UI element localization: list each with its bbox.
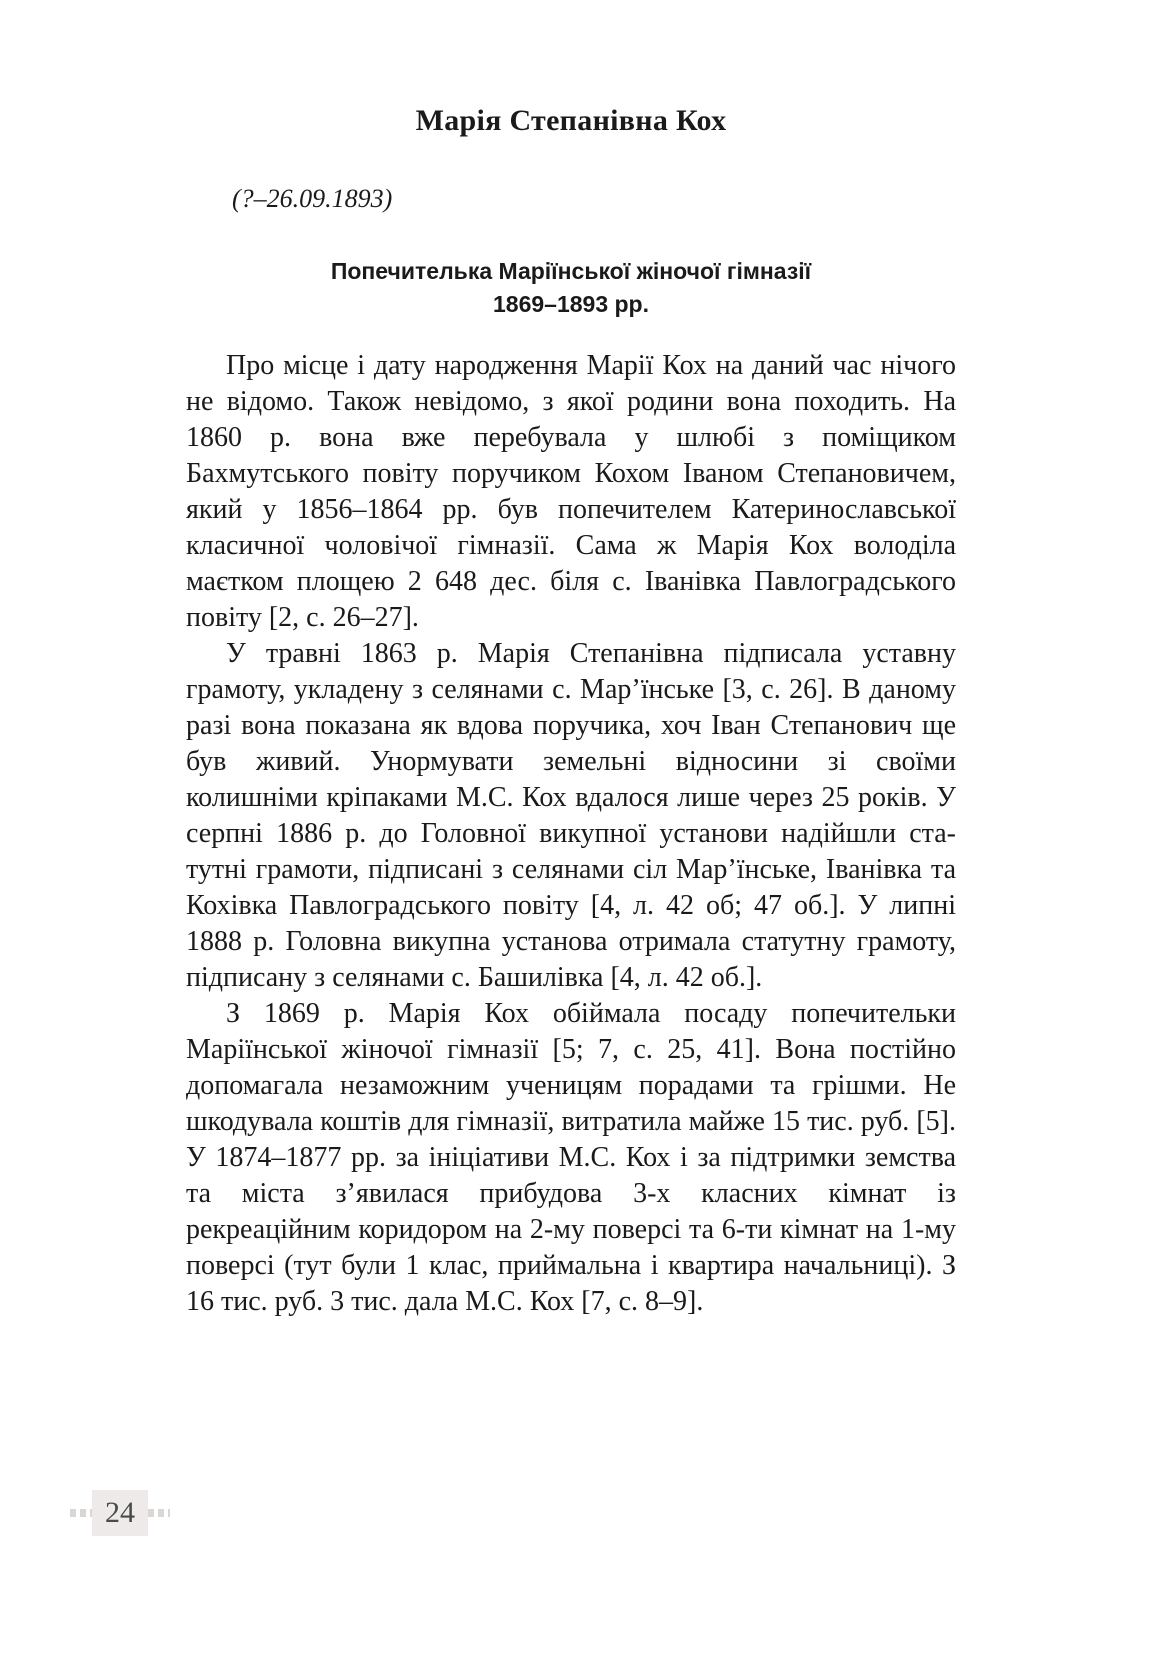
decorative-bar-left [70,1509,92,1517]
paragraph-2: У травні 1863 р. Марія Степанівна підписала уставну грамоту, укладену з селянами с. Мар’їнське [3, с. 26]. В даному разі вона показана як вдова поручика, хоч Іван Степанович ще був живий. Унормувати земельні відносини зі своїми колишніми кріпаками М.С. Кох вдалося лише через 25 років. У серпні 1886 р. до Головної викупної установи надійшли статутні грамоти, підписані з селянами сіл Мар’їнське, Іванівка та Кохівка Павлоградського повіту [4, л. 42 об; 47 об.]. У липні 1888 р. Головна викупна установа отримала статутну грамоту, підписану з селянами с. Башилівка [4, л. 42 об.]. [186,638,956,993]
paragraph-3: З 1869 р. Марія Кох обіймала посаду попечительки Маріїнської жіночої гімназії [5; 7, с. 25, 41]. Вона постійно допомагала незаможним ученицям порадами та грішми. Не шкодувала коштів для гімназії, витратила майже 15 тис. руб. [5]. У 1874–1877 рр. за ініціативи М.С. Кох і за підтримки земства та міста з’явилася прибудова 3-х класних кімнат із рекреаційним коридором на 2-му поверсі та 6-ти кімнат на 1-му поверсі (тут були 1 клас, приймальна і квартира начальниці). З 16 тис. руб. 3 тис. дала М.С. Кох [7, с. 8–9]. [186,998,956,1317]
subtitle-line-1: Попечителька Маріїнської жіночої гімназії [330,258,812,284]
page-number: 24 [92,1490,148,1536]
decorative-bar-right [148,1509,170,1517]
page-title: Марія Степанівна Кох [415,104,727,137]
subtitle [186,255,956,321]
page-number-badge [70,1490,170,1536]
paragraph-1: Про місце і дату народження Марії Кох на даний час нічого не відомо. Також невідомо, з якої родини вона походить. На 1860 р. вона вже перебувала у шлюбі з поміщиком Бахмутського повіту поручиком Кохом Іваном Степановичем, який у 1856–1864 рр. був попечителем Катеринославської класичної чоловічої гімназії. Сама ж Марія Кох володіла маєтком площею 2 648 дес. біля с. Іванівка Павлоградського повіту [2, с. 26–27]. [186,350,956,633]
subtitle-line-2: 1869–1893 рр. [492,291,649,317]
body-text [186,348,956,1320]
life-dates: (?–26.09.1893) [232,184,393,213]
